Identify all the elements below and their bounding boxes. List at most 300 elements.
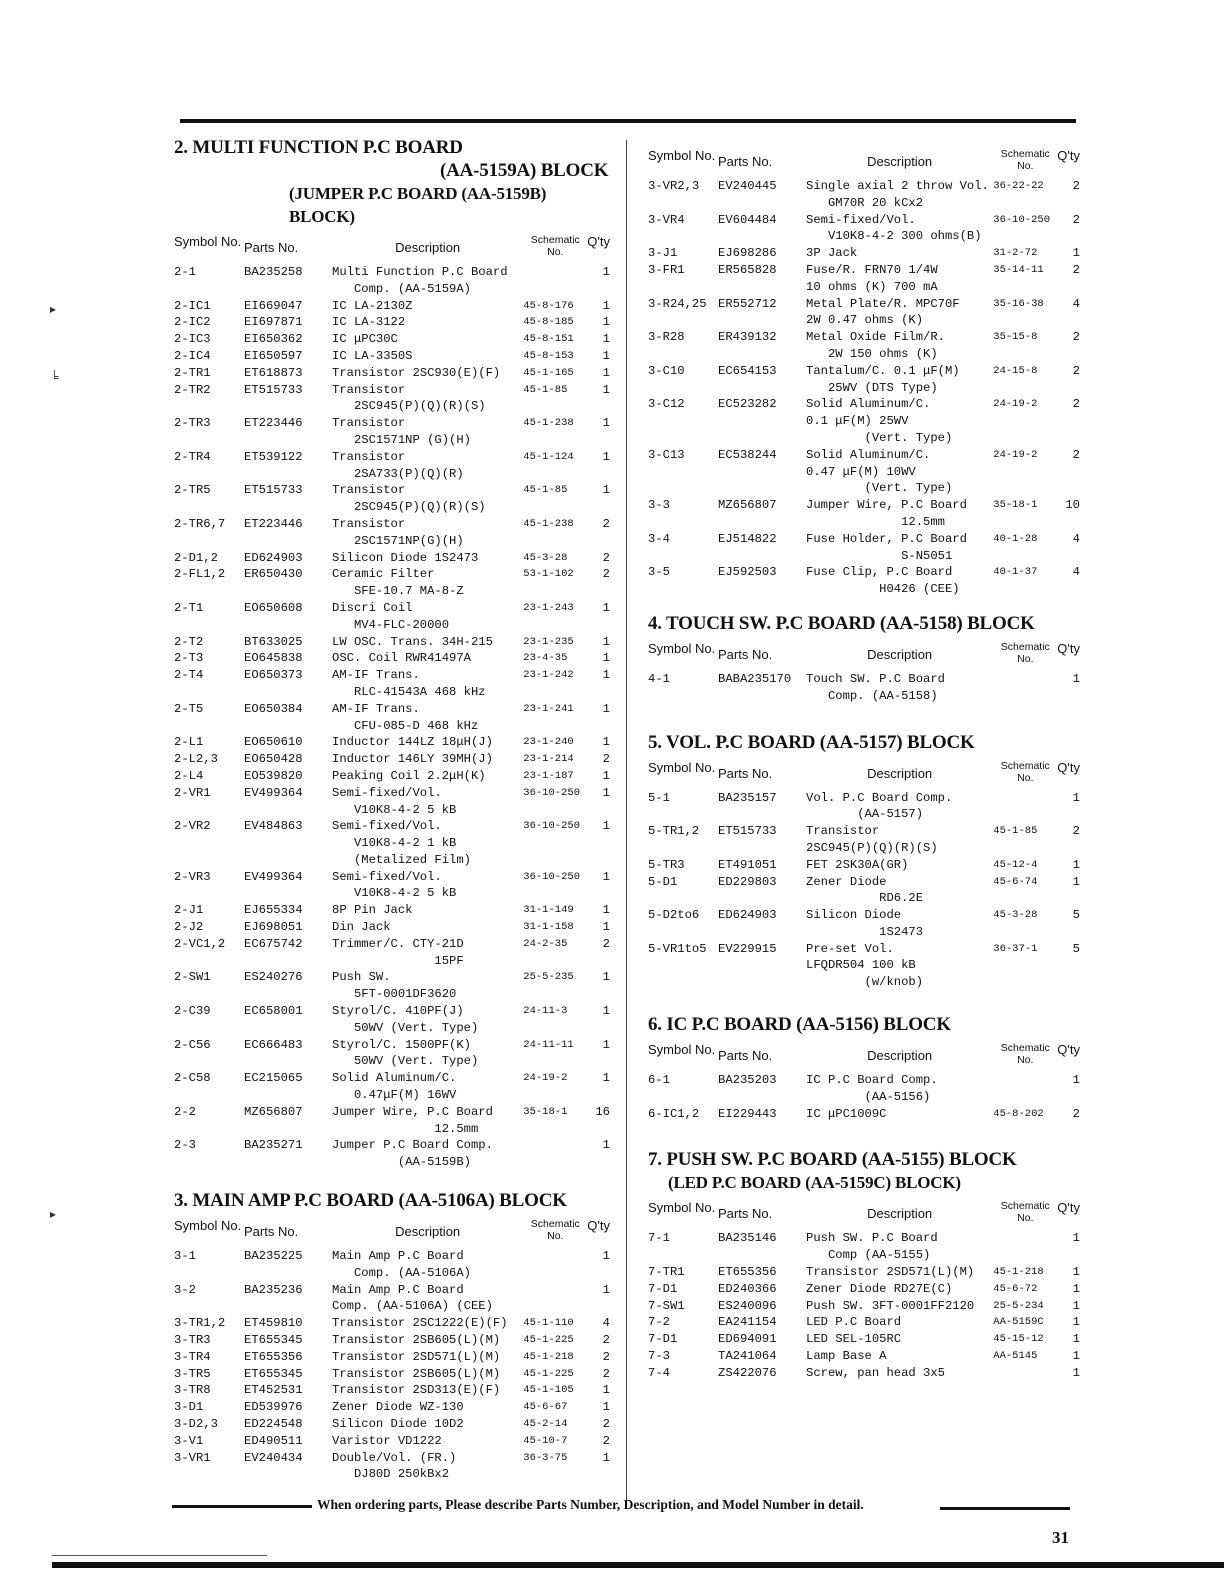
parts-no-cell: ER439132 bbox=[718, 330, 777, 345]
description-cell: Vol. P.C Board Comp. (AA-5157) bbox=[806, 790, 953, 822]
schematic-cell: 23-4-35 bbox=[523, 652, 568, 665]
footer bbox=[172, 1497, 1070, 1521]
qty-cell: 2 bbox=[602, 1433, 610, 1448]
table-row bbox=[174, 365, 610, 382]
parts-no-cell: EV229915 bbox=[718, 941, 777, 956]
description-cell: Semi-fixed/Vol. V10K8-4-2 5 kB bbox=[332, 869, 457, 901]
bottom-rule bbox=[52, 1555, 267, 1556]
table-header-row bbox=[648, 1194, 1080, 1230]
schematic-cell: 45-1-85 bbox=[523, 484, 568, 497]
schematic-cell: 24-19-2 bbox=[993, 448, 1038, 461]
table-row bbox=[174, 314, 610, 331]
description-cell: Transistor 2SC945(P)(Q)(R)(S) bbox=[806, 824, 938, 855]
header-parts-no: Parts No. bbox=[718, 646, 773, 662]
qty-cell: 1 bbox=[602, 701, 610, 716]
right-column bbox=[648, 142, 1080, 1396]
bottom-rule bbox=[52, 1562, 1224, 1568]
description-cell: Fuse Clip, P.C Board H0426 (CEE) bbox=[806, 565, 960, 597]
description-cell: AM-IF Trans. RLC-41543A 468 kHz bbox=[332, 668, 486, 699]
table-row bbox=[174, 1349, 610, 1366]
parts-no-cell: EJ698051 bbox=[244, 920, 303, 935]
description-cell: Din Jack bbox=[332, 920, 391, 935]
parts-no-cell: ED694091 bbox=[718, 1332, 777, 1347]
parts-no-cell: EJ655334 bbox=[244, 903, 303, 918]
description-cell: Tantalum/C. 0.1 μF(M) 25WV (DTS Type) bbox=[806, 363, 960, 395]
parts-no-cell: ET655356 bbox=[244, 1349, 303, 1364]
parts-no-cell: ZS422076 bbox=[718, 1365, 777, 1380]
schematic-cell: 23-1-240 bbox=[523, 736, 574, 749]
table-row bbox=[174, 600, 610, 634]
parts-no-cell: EO650610 bbox=[244, 735, 303, 750]
section-5 bbox=[648, 731, 1080, 992]
table-row bbox=[648, 874, 1080, 908]
description-cell: Push SW. P.C Board Comp (AA-5155) bbox=[806, 1231, 938, 1263]
description-cell: LW OSC. Trans. 34H-215 bbox=[332, 634, 493, 649]
qty-cell: 1 bbox=[602, 1138, 610, 1153]
schematic-cell: 45-8-151 bbox=[523, 333, 574, 346]
parts-no-cell: BABA235170 bbox=[718, 671, 792, 686]
parts-no-cell: BA235236 bbox=[244, 1282, 303, 1297]
symbol-cell: 3-2 bbox=[174, 1282, 196, 1297]
schematic-cell: 45-1-238 bbox=[523, 417, 574, 430]
description-cell: Transistor 2SB605(L)(M) bbox=[332, 1333, 501, 1348]
parts-no-cell: ES240096 bbox=[718, 1298, 777, 1313]
parts-no-cell: EV240434 bbox=[244, 1450, 303, 1465]
table-row bbox=[174, 969, 610, 1003]
parts-no-cell: EC215065 bbox=[244, 1071, 303, 1086]
schematic-cell bbox=[523, 1137, 587, 1171]
header-description: Description bbox=[867, 765, 933, 781]
schematic-cell: 45-3-28 bbox=[523, 551, 568, 564]
schematic-cell: 45-8-202 bbox=[993, 1107, 1044, 1120]
schematic-cell: 45-15-12 bbox=[993, 1333, 1044, 1346]
table-row bbox=[648, 1365, 1080, 1382]
symbol-cell: 3-TR8 bbox=[174, 1383, 211, 1398]
table-row bbox=[174, 415, 610, 449]
parts-no-cell: ED240366 bbox=[718, 1281, 777, 1296]
symbol-cell: 2-IC1 bbox=[174, 298, 211, 313]
qty-cell: 1 bbox=[602, 348, 610, 363]
qty-cell: 1 bbox=[602, 1004, 610, 1019]
qty-cell: 2 bbox=[602, 567, 610, 582]
parts-no-cell: BA235203 bbox=[718, 1073, 777, 1088]
parts-no-cell: EV484863 bbox=[244, 819, 303, 834]
schematic-cell: 45-1-225 bbox=[523, 1334, 574, 1347]
symbol-cell: 2-L1 bbox=[174, 735, 204, 750]
table-row bbox=[648, 363, 1080, 397]
table-header-row bbox=[648, 754, 1080, 790]
table-row bbox=[648, 564, 1080, 598]
header-symbol: Symbol No. bbox=[174, 1218, 242, 1234]
schematic-cell bbox=[993, 1072, 1057, 1106]
qty-cell: 2 bbox=[602, 752, 610, 767]
symbol-cell: 3-D2,3 bbox=[174, 1417, 218, 1431]
qty-cell: 2 bbox=[602, 516, 610, 531]
parts-no-cell: ET515733 bbox=[244, 483, 303, 498]
qty-cell: 1 bbox=[602, 668, 610, 683]
title-line: 7. PUSH SW. P.C BOARD (AA-5155) BLOCK bbox=[648, 1149, 1017, 1171]
table-header-row bbox=[174, 1212, 610, 1248]
parts-no-cell: ET539122 bbox=[244, 449, 303, 464]
schematic-cell: 23-1-243 bbox=[523, 601, 574, 614]
schematic-cell: 23-1-235 bbox=[523, 635, 574, 648]
table-row bbox=[648, 1230, 1080, 1264]
qty-cell: 1 bbox=[602, 382, 610, 397]
parts-no-cell: EO650373 bbox=[244, 668, 303, 683]
qty-cell: 1 bbox=[602, 970, 610, 985]
qty-cell: 1 bbox=[602, 903, 610, 918]
qty-cell: 4 bbox=[1072, 296, 1080, 311]
header-schematic: Schematic No. bbox=[530, 1218, 580, 1243]
title-line: 3. MAIN AMP P.C BOARD (AA-5106A) BLOCK bbox=[174, 1190, 567, 1212]
parts-no-cell: EO539820 bbox=[244, 768, 303, 783]
schematic-cell: 45-2-14 bbox=[523, 1418, 568, 1430]
symbol-cell: 3-5 bbox=[648, 565, 670, 580]
parts-no-cell: EO650384 bbox=[244, 701, 303, 716]
description-cell: IC P.C Board Comp. (AA-5156) bbox=[806, 1073, 938, 1104]
description-cell: 3P Jack bbox=[806, 246, 858, 261]
schematic-cell: AA-5159C bbox=[993, 1316, 1044, 1329]
title-line: 2. MULTI FUNCTION P.C BOARD bbox=[174, 137, 463, 158]
section-3-continued bbox=[648, 142, 1080, 598]
symbol-cell: 3-TR5 bbox=[174, 1366, 211, 1381]
description-cell: IC LA-3350S bbox=[332, 348, 413, 363]
parts-table bbox=[174, 228, 610, 1171]
schematic-cell: 45-6-67 bbox=[523, 1401, 568, 1414]
description-cell: Peaking Coil 2.2μH(K) bbox=[332, 768, 486, 783]
parts-no-cell: BA235258 bbox=[244, 265, 303, 279]
parts-no-cell: EI650362 bbox=[244, 332, 303, 347]
qty-cell: 1 bbox=[602, 1282, 610, 1297]
table-row bbox=[174, 264, 610, 298]
parts-no-cell: EI650597 bbox=[244, 348, 303, 363]
margin-mark: ╘ bbox=[50, 370, 59, 384]
schematic-cell: 45-8-153 bbox=[523, 349, 574, 362]
parts-no-cell: BA235157 bbox=[718, 790, 777, 805]
symbol-cell: 7-SW1 bbox=[648, 1298, 685, 1313]
description-cell: Discri Coil MV4-FLC-20000 bbox=[332, 600, 450, 632]
description-cell: Lamp Base A bbox=[806, 1349, 887, 1364]
table-row bbox=[648, 1331, 1080, 1348]
parts-no-cell: ER552712 bbox=[718, 296, 777, 311]
schematic-cell: 25-5-235 bbox=[523, 971, 574, 984]
symbol-cell: 3-C10 bbox=[648, 363, 685, 378]
description-cell: Transistor 2SC930(E)(F) bbox=[332, 365, 501, 380]
schematic-cell: 45-10-7 bbox=[523, 1434, 568, 1447]
description-cell: Transistor 2SD571(L)(M) bbox=[332, 1349, 501, 1364]
table-row bbox=[648, 212, 1080, 246]
title-line: 5. VOL. P.C BOARD (AA-5157) BLOCK bbox=[648, 731, 975, 753]
schematic-cell: 45-1-105 bbox=[523, 1384, 574, 1397]
symbol-cell: 2-1 bbox=[174, 265, 196, 279]
table-row bbox=[174, 701, 610, 735]
qty-cell: 1 bbox=[602, 332, 610, 347]
description-cell: Inductor 144LZ 18μH(J) bbox=[332, 735, 493, 750]
symbol-cell: 5-D1 bbox=[648, 874, 678, 889]
description-cell: FET 2SK30A(GR) bbox=[806, 857, 909, 872]
parts-no-cell: ES240276 bbox=[244, 970, 303, 985]
header-symbol: Symbol No. bbox=[648, 1042, 716, 1058]
description-cell: OSC. Coil RWR41497A bbox=[332, 651, 471, 666]
parts-no-cell: BA235225 bbox=[244, 1249, 303, 1264]
schematic-cell: 36-37-1 bbox=[993, 942, 1038, 955]
schematic-cell bbox=[523, 264, 587, 298]
qty-cell: 2 bbox=[1072, 179, 1080, 193]
symbol-cell: 7-TR1 bbox=[648, 1265, 685, 1280]
table-row bbox=[174, 650, 610, 667]
header-schematic: Schematic No. bbox=[530, 234, 580, 258]
qty-cell: 1 bbox=[1072, 1298, 1080, 1313]
description-cell: Push SW. 3FT-0001FF2120 bbox=[806, 1298, 975, 1313]
parts-no-cell: ET515733 bbox=[718, 824, 777, 839]
parts-no-cell: BA235146 bbox=[718, 1231, 777, 1246]
qty-cell: 1 bbox=[1072, 1281, 1080, 1296]
table-row bbox=[648, 1298, 1080, 1315]
parts-table bbox=[648, 142, 1080, 598]
description-cell: IC μPC30C bbox=[332, 332, 398, 347]
symbol-cell: 3-4 bbox=[648, 531, 670, 546]
qty-cell: 4 bbox=[602, 1316, 610, 1331]
description-cell: Zener Diode RD6.2E bbox=[806, 874, 924, 906]
symbol-cell: 3-VR4 bbox=[648, 212, 685, 227]
description-cell: Transistor 2SC1571NP (G)(H) bbox=[332, 416, 471, 447]
qty-cell: 2 bbox=[602, 1333, 610, 1348]
symbol-cell: 7-D1 bbox=[648, 1281, 678, 1296]
qty-cell: 1 bbox=[1072, 790, 1080, 805]
table-row bbox=[648, 941, 1080, 991]
schematic-cell: 53-1-102 bbox=[523, 568, 574, 581]
parts-no-cell: ET655356 bbox=[718, 1265, 777, 1280]
symbol-cell: 2-L2,3 bbox=[174, 752, 218, 767]
schematic-cell: 31-1-149 bbox=[523, 904, 574, 917]
symbol-cell: 2-J2 bbox=[174, 920, 204, 935]
description-cell: Semi-fixed/Vol. V10K8-4-2 5 kB bbox=[332, 785, 457, 817]
table-row bbox=[174, 1433, 610, 1450]
schematic-cell: 31-2-72 bbox=[993, 247, 1038, 260]
margin-mark: ▸ bbox=[50, 302, 57, 316]
symbol-cell: 3-TR1,2 bbox=[174, 1316, 226, 1331]
title-line: 4. TOUCH SW. P.C BOARD (AA-5158) BLOCK bbox=[648, 612, 1035, 634]
table-row bbox=[174, 936, 610, 970]
qty-cell: 1 bbox=[602, 600, 610, 615]
table-row bbox=[174, 751, 610, 768]
symbol-cell: 2-TR3 bbox=[174, 416, 211, 431]
symbol-cell: 5-TR1,2 bbox=[648, 824, 700, 839]
schematic-cell: 23-1-187 bbox=[523, 769, 574, 782]
description-cell: Inductor 146LY 39MH(J) bbox=[332, 752, 493, 767]
description-cell: Zener Diode WZ-130 bbox=[332, 1400, 464, 1415]
symbol-cell: 2-T4 bbox=[174, 668, 204, 683]
qty-cell: 1 bbox=[602, 651, 610, 666]
title-line: (JUMPER P.C BOARD (AA-5159B) BLOCK) bbox=[289, 184, 547, 226]
header-schematic: Schematic No. bbox=[1000, 759, 1050, 784]
parts-no-cell: MZ656807 bbox=[244, 1104, 303, 1119]
schematic-cell: 24-19-2 bbox=[993, 398, 1038, 411]
description-cell: AM-IF Trans. CFU-085-D 468 kHz bbox=[332, 701, 479, 733]
qty-cell: 1 bbox=[1072, 857, 1080, 872]
schematic-cell: 36-10-250 bbox=[523, 786, 580, 799]
table-row bbox=[174, 634, 610, 651]
description-cell: Ceramic Filter SFE-10.7 MA-8-Z bbox=[332, 567, 464, 599]
description-cell: Solid Aluminum/C. 0.47μF(M) 16WV bbox=[332, 1071, 457, 1103]
table-row bbox=[648, 178, 1080, 212]
description-cell: Silicon Diode 1S2473 bbox=[332, 550, 479, 565]
schematic-cell: 24-11-11 bbox=[523, 1038, 574, 1051]
table-row bbox=[648, 245, 1080, 262]
parts-no-cell: ET452531 bbox=[244, 1383, 303, 1398]
schematic-cell: 36-22-22 bbox=[993, 180, 1044, 192]
qty-cell: 2 bbox=[602, 550, 610, 565]
parts-no-cell: EC523282 bbox=[718, 397, 777, 412]
parts-no-cell: EC675742 bbox=[244, 936, 303, 951]
description-cell: Pre-set Vol. LFQDR504 100 kB (w/knob) bbox=[806, 941, 924, 990]
parts-no-cell: EC666483 bbox=[244, 1037, 303, 1052]
description-cell: Varistor VD1222 bbox=[332, 1433, 442, 1448]
symbol-cell: 3-TR4 bbox=[174, 1349, 211, 1364]
parts-no-cell: ET491051 bbox=[718, 857, 777, 872]
schematic-cell: 45-1-85 bbox=[523, 383, 568, 396]
qty-cell: 2 bbox=[1072, 262, 1080, 277]
qty-cell: 1 bbox=[1072, 671, 1080, 686]
symbol-cell: 6-1 bbox=[648, 1073, 670, 1088]
symbol-cell: 3-1 bbox=[174, 1249, 196, 1264]
table-row bbox=[174, 482, 610, 516]
header-parts-no: Parts No. bbox=[718, 154, 773, 169]
symbol-cell: 2-VR3 bbox=[174, 869, 211, 884]
left-column bbox=[174, 136, 610, 1497]
schematic-cell: 45-1-218 bbox=[523, 1350, 574, 1363]
description-cell: Transistor 2SC1222(E)(F) bbox=[332, 1316, 508, 1331]
schematic-cell: 24-2-35 bbox=[523, 937, 568, 950]
schematic-cell: 24-11-3 bbox=[523, 1005, 568, 1018]
parts-no-cell: EO650428 bbox=[244, 752, 303, 767]
top-rule bbox=[180, 119, 1076, 123]
description-cell: Jumper P.C Board Comp. (AA-5159B) bbox=[332, 1138, 493, 1170]
description-cell: Semi-fixed/Vol. V10K8-4-2 300 ohms(B) bbox=[806, 212, 982, 244]
parts-no-cell: EA241154 bbox=[718, 1315, 777, 1330]
table-header-row bbox=[174, 228, 610, 264]
qty-cell: 1 bbox=[1072, 1073, 1080, 1088]
parts-no-cell: BA235271 bbox=[244, 1138, 303, 1153]
parts-no-cell: EV604484 bbox=[718, 212, 777, 227]
qty-cell: 1 bbox=[1072, 1365, 1080, 1380]
schematic-cell: 36-3-75 bbox=[523, 1451, 568, 1464]
description-cell: Styrol/C. 410PF(J) 50WV (Vert. Type) bbox=[332, 1004, 479, 1035]
footer-note: When ordering parts, Please describe Parts Number, Description, and Model Number in detail. bbox=[317, 1497, 864, 1512]
symbol-cell: 3-R28 bbox=[648, 330, 685, 345]
header-parts-no: Parts No. bbox=[244, 1224, 299, 1240]
description-cell: Zener Diode RD27E(C) bbox=[806, 1281, 953, 1296]
qty-cell: 2 bbox=[602, 1366, 610, 1381]
symbol-cell: 2-TR5 bbox=[174, 483, 211, 498]
parts-no-cell: EC658001 bbox=[244, 1004, 303, 1019]
symbol-cell: 7-2 bbox=[648, 1315, 670, 1330]
parts-table bbox=[648, 754, 1080, 992]
table-row bbox=[174, 1382, 610, 1399]
table-header-row bbox=[648, 635, 1080, 671]
symbol-cell: 3-J1 bbox=[648, 246, 678, 261]
description-cell: Transistor 2SC945(P)(Q)(R)(S) bbox=[332, 382, 486, 414]
qty-cell: 5 bbox=[1072, 941, 1080, 956]
parts-no-cell: EI697871 bbox=[244, 315, 303, 330]
margin-mark: ▸ bbox=[50, 1207, 57, 1221]
qty-cell: 1 bbox=[602, 1400, 610, 1415]
qty-cell: 2 bbox=[1072, 824, 1080, 839]
qty-cell: 1 bbox=[1072, 1332, 1080, 1347]
description-cell: Main Amp P.C Board Comp. (AA-5106A) bbox=[332, 1249, 471, 1280]
schematic-cell: AA-5145 bbox=[993, 1350, 1038, 1363]
header-description: Description bbox=[867, 1206, 933, 1222]
parts-no-cell: ER650430 bbox=[244, 567, 303, 582]
schematic-cell: 45-1-124 bbox=[523, 450, 574, 463]
parts-no-cell: ED624903 bbox=[244, 550, 303, 565]
qty-cell: 2 bbox=[1072, 363, 1080, 378]
schematic-cell: 45-8-185 bbox=[523, 316, 574, 329]
table-row bbox=[648, 1281, 1080, 1298]
table-row bbox=[174, 1248, 610, 1282]
table-row bbox=[174, 298, 610, 315]
schematic-cell bbox=[993, 671, 1057, 705]
schematic-cell: 23-1-242 bbox=[523, 669, 574, 682]
symbol-cell: 2-IC4 bbox=[174, 348, 211, 363]
header-description: Description bbox=[395, 1224, 461, 1240]
qty-cell: 10 bbox=[1065, 498, 1080, 513]
header-qty: Q'ty bbox=[1057, 640, 1080, 656]
qty-cell: 1 bbox=[602, 449, 610, 464]
footer-rule bbox=[172, 1505, 312, 1508]
table-row bbox=[648, 329, 1080, 363]
symbol-cell: 2-T5 bbox=[174, 701, 204, 716]
symbol-cell: 7-1 bbox=[648, 1231, 670, 1246]
table-row bbox=[174, 919, 610, 936]
parts-no-cell: ET459810 bbox=[244, 1316, 303, 1331]
description-cell: Screw, pan head 3x5 bbox=[806, 1365, 945, 1380]
table-row bbox=[648, 1106, 1080, 1123]
section-2 bbox=[174, 136, 610, 1171]
symbol-cell: 2-2 bbox=[174, 1104, 196, 1119]
qty-cell: 1 bbox=[602, 298, 610, 313]
schematic-cell bbox=[523, 1248, 587, 1282]
description-cell: Transistor 2SD571(L)(M) bbox=[806, 1265, 975, 1280]
table-row bbox=[174, 1104, 610, 1138]
parts-no-cell: ER565828 bbox=[718, 262, 777, 277]
schematic-cell: 23-1-214 bbox=[523, 753, 574, 766]
description-cell: Fuse Holder, P.C Board S-N5051 bbox=[806, 531, 967, 563]
schematic-cell: 35-18-1 bbox=[993, 499, 1038, 512]
table-row bbox=[648, 1264, 1080, 1281]
parts-no-cell: EO645838 bbox=[244, 651, 303, 666]
qty-cell: 1 bbox=[602, 634, 610, 649]
table-row bbox=[174, 566, 610, 600]
symbol-cell: 3-V1 bbox=[174, 1433, 204, 1448]
symbol-cell: 7-4 bbox=[648, 1365, 670, 1380]
header-qty: Q'ty bbox=[587, 1218, 610, 1234]
parts-no-cell: ET515733 bbox=[244, 382, 303, 397]
parts-no-cell: BT633025 bbox=[244, 634, 303, 649]
schematic-cell: 24-15-8 bbox=[993, 364, 1038, 377]
symbol-cell: 2-J1 bbox=[174, 903, 204, 918]
symbol-cell: 2-TR1 bbox=[174, 365, 211, 380]
table-row bbox=[174, 768, 610, 785]
table-header-row bbox=[648, 142, 1080, 178]
page-number: 31 bbox=[1052, 1528, 1069, 1547]
section-4 bbox=[648, 612, 1080, 705]
schematic-cell: 23-1-241 bbox=[523, 702, 574, 715]
symbol-cell: 2-T1 bbox=[174, 600, 204, 615]
symbol-cell: 2-VC1,2 bbox=[174, 936, 226, 951]
description-cell: Styrol/C. 1500PF(K) 50WV (Vert. Type) bbox=[332, 1037, 479, 1069]
header-qty: Q'ty bbox=[1057, 148, 1080, 163]
